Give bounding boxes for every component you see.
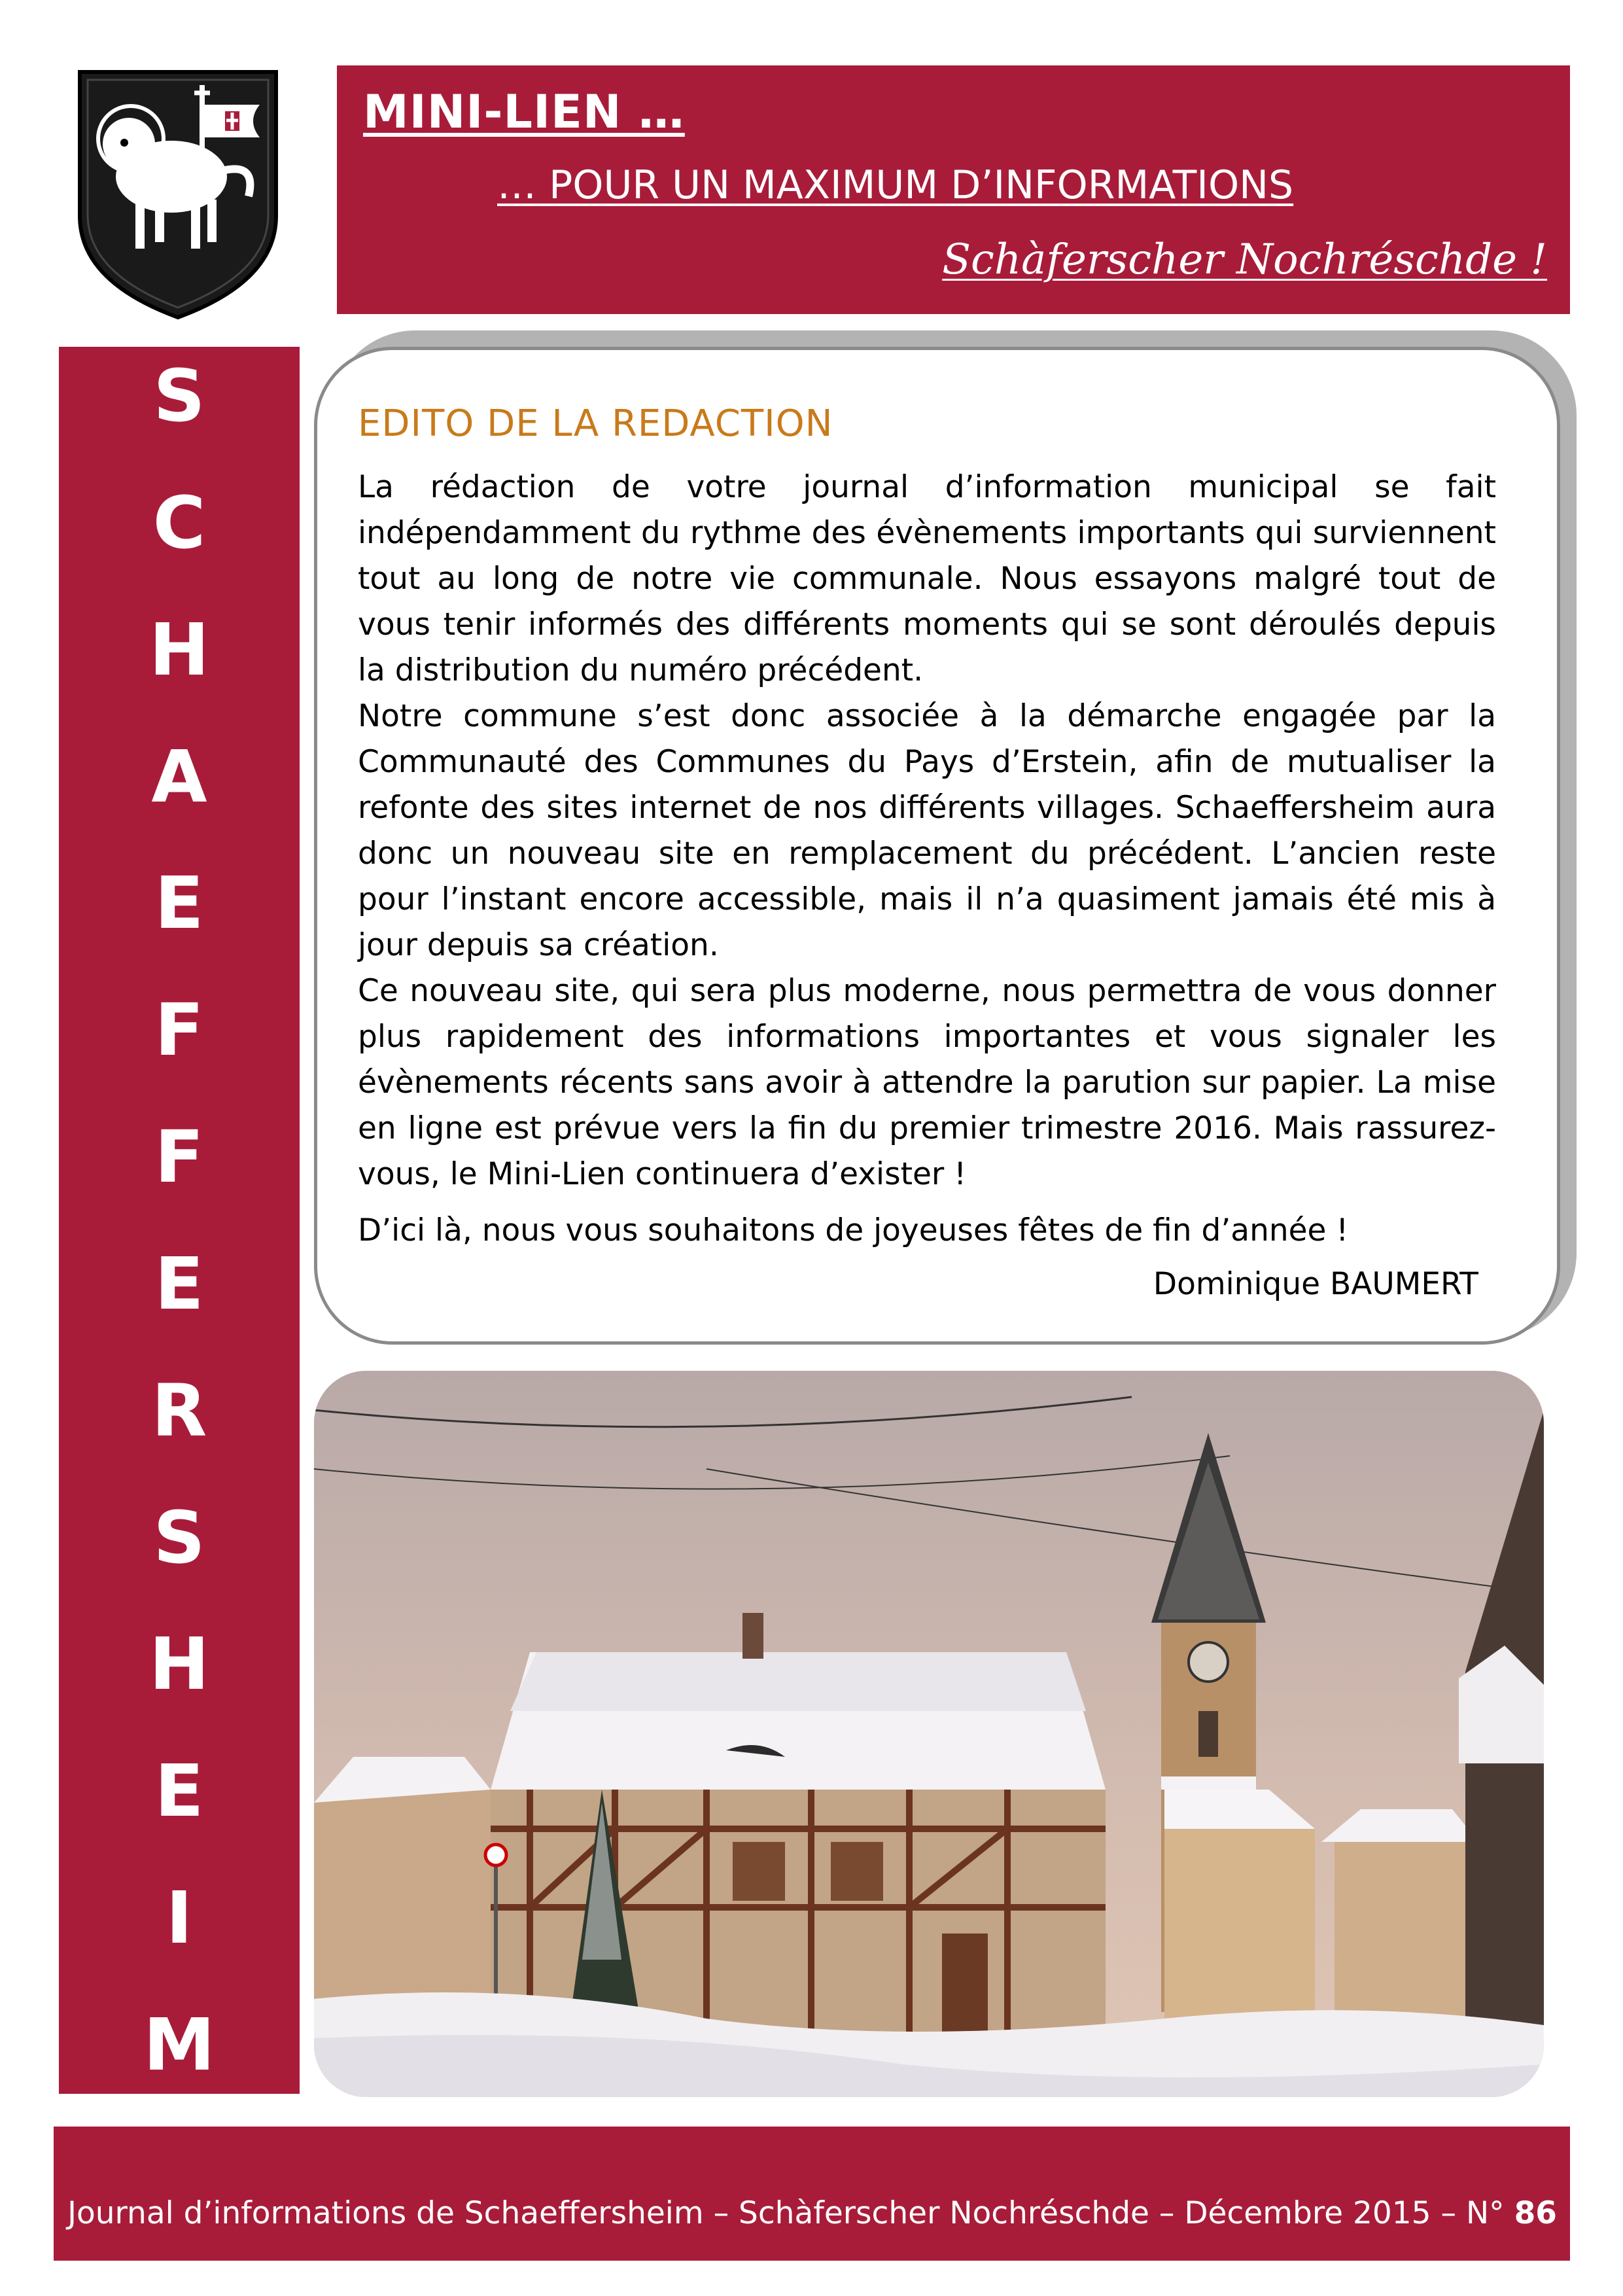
newsletter-subtitle: … POUR UN MAXIMUM D’INFORMATIONS xyxy=(497,162,1294,208)
footer-bar xyxy=(54,2127,1570,2261)
edito-paragraph: Ce nouveau site, qui sera plus moderne, nous permettra de vous donner plus rapidement des informations importantes et vous signaler les évènements récents sans avoir à attendre la parution sur papier. La mise en ligne est prévue vers la fin du premier trimestre 2016. Mais rassurez-vous, le Mini-Lien continuera d’exister ! xyxy=(358,973,1496,1192)
paschal-lamb-crest-icon xyxy=(73,65,283,321)
edito-body xyxy=(358,465,1496,1254)
sidebar-village-name xyxy=(59,347,300,2094)
footer-publication-info: Journal d’informations de Schaeffersheim – Schàferscher Nochréschde – Décembre 2015 – N° xyxy=(67,2195,1505,2231)
edito-closing: D’ici là, nous vous souhaitons de joyeuses fêtes de fin d’année ! xyxy=(358,1212,1349,1248)
sidebar-letter: E xyxy=(154,1749,204,1833)
sidebar-letter: S xyxy=(153,354,205,438)
masthead xyxy=(337,65,1570,314)
sidebar-letter: H xyxy=(148,607,210,692)
sidebar-letter: A xyxy=(151,734,207,819)
sidebar-letter: R xyxy=(151,1368,207,1453)
newsletter-title: MINI-LIEN … xyxy=(363,85,685,139)
edito-box xyxy=(314,347,1560,1345)
issue-number: 86 xyxy=(1514,2195,1557,2231)
edito-heading: EDITO DE LA REDACTION xyxy=(358,402,833,445)
sidebar-letter: F xyxy=(154,988,204,1072)
village-crest xyxy=(73,65,283,321)
edito-paragraph: La rédaction de votre journal d’information municipal se fait indépendamment du rythme des évènements importants qui surviennent tout au long de notre vie communale. Nous essayons malgré tout de vous tenir informés des différents moments qui se sont déroulés depuis la distribution du numéro précédent. xyxy=(358,469,1496,688)
sidebar-letter: S xyxy=(153,1495,205,1580)
sidebar-letter: F xyxy=(154,1115,204,1199)
sidebar-letter: M xyxy=(143,2002,215,2087)
sidebar-letter: E xyxy=(154,861,204,945)
footer-text xyxy=(67,2195,1557,2231)
village-winter-photo xyxy=(314,1371,1544,2097)
snowy-village-church-image xyxy=(314,1371,1544,2097)
alsatian-name: Schàferscher Nochréschde ! xyxy=(942,236,1547,284)
sidebar-letter: I xyxy=(166,1876,193,1960)
sidebar-letter: H xyxy=(148,1622,210,1706)
sidebar-letter: C xyxy=(152,480,206,565)
sidebar-letter: E xyxy=(154,1241,204,1326)
edito-signature: Dominique BAUMERT xyxy=(1153,1266,1478,1302)
edito-paragraph: Notre commune s’est donc associée à la démarche engagée par la Communauté des Communes du Pays d’Erstein, afin de mutualiser la refonte des sites internet de nos différents villages. Schaeffersheim aura donc un nouveau site en remplacement du précédent. L’ancien reste pour l’instant encore accessible, mais il n’a quasiment jamais été mis à jour depuis sa création. xyxy=(358,698,1496,963)
